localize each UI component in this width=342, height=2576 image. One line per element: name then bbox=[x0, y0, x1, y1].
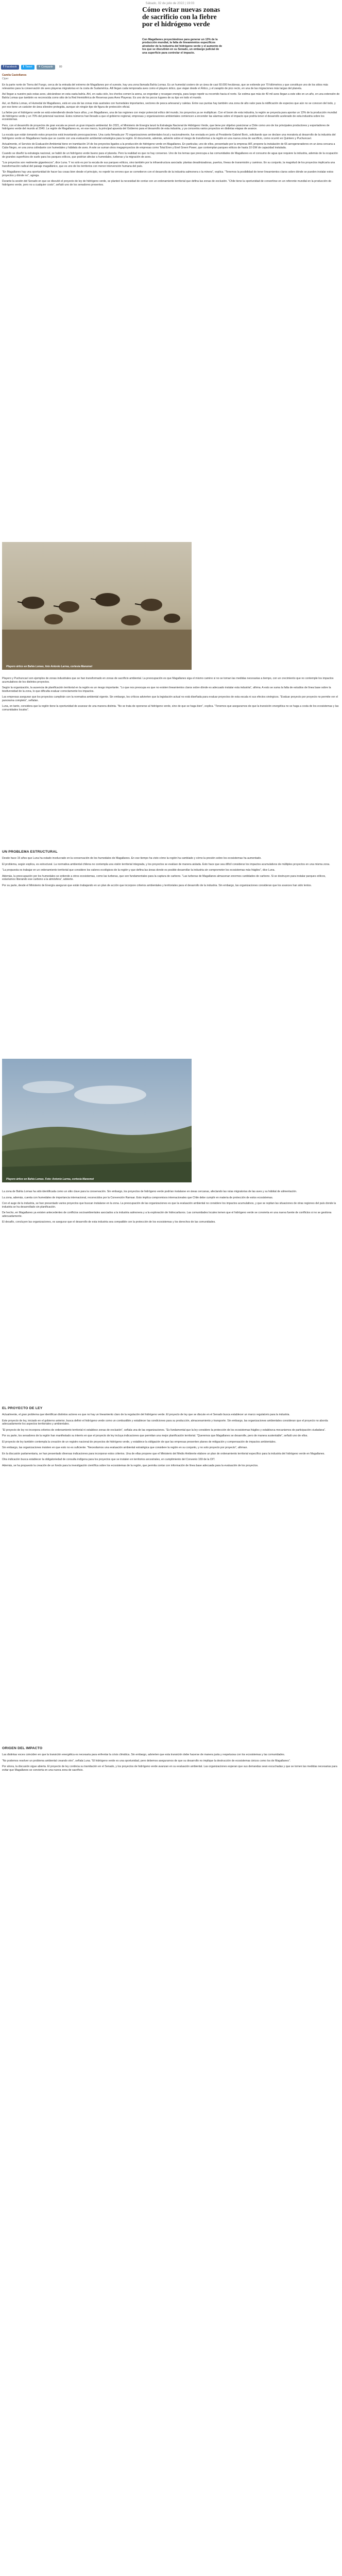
paragraph: “No podemos resolver un problema ambiental creando otro”, señala Luna. “El hidrógeno verde es una oportunidad, pero debemos asegurarnos de que su desarrollo no implique la destrucción de ecosistemas únicos como los de Magallanes”. bbox=[2, 1759, 291, 1762]
paragraph: El proyecto de ley también contempla la creación de un registro nacional de proyectos de hidrógeno verde, y establece la obligación de que las empresas presenten planes de mitigación y compensación de impactos ambientales. bbox=[2, 1440, 277, 1444]
twitter-share-button[interactable] bbox=[21, 65, 35, 70]
section-heading: ORIGEN DEL IMPACTO bbox=[2, 1747, 43, 1750]
paragraph: Otra indicación busca establecer la obligatoriedad de consulta indígena para los proyectos que se instalen en territorios ancestrales, en cumplimiento del Convenio 169 de la OIT. bbox=[2, 1458, 215, 1462]
share-bar bbox=[1, 64, 341, 70]
publish-date: Sábado, 02 de julio de 2022 | 19:03 bbox=[145, 2, 195, 5]
facebook-share-button[interactable] bbox=[1, 65, 19, 70]
paragraph: Además, se ha propuesto la creación de un fondo para la investigación científica sobre los ecosistemas de la región, que permita contar con información de línea base adecuada para la evaluación de los proyectos. bbox=[2, 1464, 259, 1467]
paragraph: Las distintas voces coinciden en que la transición energética es necesaria para enfrentar la crisis climática. Sin embargo, advierten que esta transición debe hacerse de manera justa y respetuosa con los ecosistemas y las comunidades. bbox=[2, 1753, 285, 1756]
paragraph: Así, en Bahía Lomas, el Humedal de Magallanes, está en una de las zonas más australes con humedales importantes, sectores de pesca artesanal y caletas. Entre sus puntas hay también una zona de alto valor para la nidificación de especies que aún no se conocen del todo, y por eso tiene un carácter de área silvestre protegida, aunque sin ningún tipo de figura de protección oficial. bbox=[2, 102, 336, 109]
section-heading: UN PROBLEMA ESTRUCTURAL bbox=[2, 850, 58, 854]
article-source: Ciper bbox=[2, 77, 9, 80]
section-heading: EL PROYECTO DE LEY bbox=[2, 1406, 43, 1410]
article-headline: Cómo evitar nuevas zonas de sacrificio con la fiebre por el hidrógeno verde bbox=[142, 6, 220, 28]
landscape-photo bbox=[2, 1059, 192, 1182]
section-proyecto-ley bbox=[2, 1401, 340, 1470]
photo-caption bbox=[2, 1178, 192, 1182]
paragraph: En la discusión parlamentaria, se han presentado diversas indicaciones para incorporar estos criterios. Una de ellas propone que el Ministerio del Medio Ambiente elabore un plan de ordenamiento territorial específico para la industria del hidrógeno verde en Magallanes. bbox=[2, 1452, 325, 1455]
paragraph: Pero, con el desarrollo de proyectos de gran escala se prevé un gran impacto ambiental. En 2021, el Ministerio de Energía lanzó la Estrategia Nacional de Hidrógeno Verde, que tiene por objetivo posicionar a Chile como uno de los principales productores y exportadores de hidrógeno verde del mundo al 2040. La región de Magallanes es, en ese marco, la principal apuesta del Gobierno para el desarrollo de esta industria, y ya concentra varios proyectos en distintas etapas de avance. bbox=[2, 124, 330, 131]
paragraph: El desafío, concluyen las organizaciones, es asegurar que el desarrollo de esta industria sea compatible con la protección de los ecosistemas y los derechos de las comunidades. bbox=[2, 1221, 216, 1224]
paragraph: “El proyecto de ley no incorpora criterios de ordenamiento territorial ni establece zonas de exclusión”, señala una de las organizaciones. “Es fundamental que la ley considere la protección de los ecosistemas frágiles y establezca mecanismos de participación ciudadana”. bbox=[2, 1428, 326, 1432]
paragraph: Actualmente, el Servicio de Evaluación Ambiental tiene en tramitación 14 de los proyectos ligados a la producción de hidrógeno verde en Magallanes. En particular, uno de ellos, presentado por la empresa HIF, propone la instalación de 65 aerogeneradores en un área cercana a Cabo Negro, en una zona colindante con humedales y hábitats de aves. A este se suman otros megaproyectos de empresas como Total Eren y Enel Green Power, que contemplan parques eólicos de hasta 10 GW de capacidad instalada. bbox=[2, 143, 335, 149]
generic-share-label: Compartir bbox=[41, 65, 53, 69]
paragraph: Desde hace 15 años que Luna ha estado involucrado en la conservación de los humedales de Magallanes. En ese tiempo ha visto cómo la región ha cambiado y cómo la presión sobre los ecosistemas ha aumentado. bbox=[2, 857, 262, 860]
article-subhead: Con Magallanes proyectándose para generar un 13% de la producción mundial, la falta de lineamientos específicos alrededor de la industria del hidrógeno verde y el aumento de los que se discutirán en su Senado, un embargo judicial de una superficie para controlar el impacto. bbox=[142, 38, 223, 55]
paragraph: Las empresas aseguran que los proyectos cumplirán con la normativa ambiental vigente. Sin embargo, los críticos advierten que la legislación actual no está diseñada para evaluar proyectos de esta escala ni sus efectos sinérgicos. “Evaluar proyecto por proyecto no permite ver el panorama completo”, señalan. bbox=[2, 696, 338, 702]
paragraph: “Los proyectos son realmente gigantescos”, dice Luna. Y no solo es por la escala de sus parques eólicos, sino también por la infraestructura asociada: plantas desalinizadoras, puertos, líneas de transmisión y caminos. En su conjunto, la magnitud de los proyectos implicaría una transformación radical del paisaje magallánico, que es uno de los territorios con menor intervención humana del país. bbox=[2, 161, 335, 168]
twitter-icon: t bbox=[23, 65, 24, 69]
share-count: 80 bbox=[59, 65, 62, 69]
paragraph: Según la organización, la ausencia de planificación territorial en la región es un riesgo importante. “Lo que nos preocupa es que no existen lineamientos claros sobre dónde es adecuado instalar esta industria”, afirma. A esto se suma la falta de estudios de línea base sobre la biodiversidad de la zona, lo que dificulta evaluar correctamente los impactos. bbox=[2, 686, 331, 693]
paragraph: La escala que están tomando estos proyectos está levantando preocupaciones. Una carta firmada por 70 organizaciones ambientales local y nacionalmente, fue enviada en junio al Presidente Gabriel Boric, solicitando que se declare una moratoria al desarrollo de la industria del hidrógeno verde en Magallanes hasta que se cuente con una evaluación ambiental estratégica para la región. El documento, además, advierte sobre el riesgo de transformar a la región en una nueva zona de sacrificio, como ocurrió en Quintero y Puchuncaví. bbox=[2, 133, 336, 140]
paragraph: Por su parte, desde el Ministerio de Energía aseguran que están trabajando en un plan de acción que incorpore criterios ambientales y territoriales para el desarrollo de la industria. Sin embargo, las organizaciones consideran que los avances han sido lentos. bbox=[2, 884, 312, 887]
paragraph: Luna, en tanto, considera que la región tiene la oportunidad de avanzar de una manera distinta. “No se trata de oponerse al hidrógeno verde, sino de que se haga bien”, explica. “Tenemos que asegurarnos de que la transición energética no se haga a costa de los ecosistemas y las comunidades locales”. bbox=[2, 705, 339, 711]
paragraph: La zona, además, cuenta con humedales de importancia internacional, reconocidos por la Convención Ramsar. Esto implica compromisos internacionales que Chile debe cumplir en materia de protección de estos ecosistemas. bbox=[2, 1196, 273, 1199]
paragraph: Playero y Puchuncaví son ejemplos de zonas industriales que se han transformado en zonas de sacrificio ambiental. La preocupación es que Magallanes siga el mismo camino si no se toman las medidas necesarias a tiempo, con un crecimiento que no contemple los impactos acumulativos de los distintos proyectos. bbox=[2, 677, 334, 684]
paragraph: Con el auge de la industria, se han presentado varios proyectos que buscan instalarse en la zona. La preocupación de las organizaciones es que la evaluación ambiental no considere los impactos acumulativos, y que se repitan las situaciones de otras regiones del país donde la industria se ha desarrollado sin planificación. bbox=[2, 1202, 336, 1209]
generic-share-button[interactable] bbox=[37, 65, 55, 70]
paragraph: Actualmente, el gran problema que identifican distintos actores es que no hay un lineamiento claro de la regulación del hidrógeno verde. El proyecto de ley que se discute en el Senado busca establecer un marco regulatorio para la industria. bbox=[2, 1413, 290, 1416]
paragraph: El problema, según explica, es estructural. La normativa ambiental chilena no contempla una visión territorial integrada, y los proyectos se evalúan de manera aislada. Esto hace que sea difícil considerar los impactos acumulativos de múltiples proyectos en una misma zona. bbox=[2, 862, 330, 866]
intro-section bbox=[2, 83, 340, 190]
paragraph: Este proyecto de ley, iniciado en el gobierno anterior, busca definir el hidrógeno verde como un combustible y establecer las condiciones para su producción, almacenamiento y transporte. Sin embargo, las organizaciones ambientales consideran que el proyecto no aborda adecuadamente los aspectos territoriales y ambientales. bbox=[2, 1419, 328, 1426]
bird-photo-figure bbox=[2, 542, 192, 670]
share-icon: + bbox=[38, 65, 41, 69]
paragraph: Así llegan a nuestro país estas aves, ubicándose en esta vasta bahía. Ahí, en cada ciclo, los chorlos comen la arena, se engordan y recargan energía, para luego repetir su recorrido hacia el norte. Se estima que más de 40 mil aves llegan a este sitio en un año, en una extensión de Bahía Lomas que también es reconocida como sitio de la Red Hemisférica de Reservas para Aves Playeras. Es uno de los pocos lugares de su tipo en todo el mundo. bbox=[2, 93, 340, 99]
article-header bbox=[0, 0, 342, 61]
section-problema bbox=[2, 845, 340, 890]
paragraph: “En Magallanes hay una oportunidad de hacer las cosas bien desde el principio, no repetir los errores que se cometieron con el desarrollo de la industria salmonera o la minera”, explica. “Tenemos la posibilidad de tener lineamientos claros sobre dónde se pueden instalar estos proyectos y dónde no”, agrega. bbox=[2, 171, 334, 177]
byline bbox=[2, 74, 157, 81]
middle-section bbox=[2, 677, 340, 714]
paragraph: Sin embargo, las organizaciones insisten en que esto no es suficiente. “Necesitamos una evaluación ambiental estratégica que considere la región en su conjunto, y no solo proyecto por proyecto”, afirman. bbox=[2, 1446, 248, 1450]
facebook-icon: f bbox=[3, 65, 4, 69]
paragraph: Por su parte, los senadores de la región han manifestado su interés en que el proyecto de ley incluya indicaciones que permitan una mejor planificación territorial. “Queremos que Magallanes se desarrolle, pero de manera sustentable”, señaló uno de ellos. bbox=[2, 1434, 308, 1438]
facebook-share-label: Facebook bbox=[5, 65, 17, 69]
paragraph: La fiebre por el hidrógeno verde se está extendiendo desde hace años, y en Magallanes, una de las regiones con mejor potencial eólico del mundo, los proyectos ya se multiplican. Con el boom de esta industria, la región se proyecta para aportar un 13% de la producción mundial de hidrógeno verde y un 70% del potencial nacional. Estos números han llevado a que el gobierno regional, empresas y organizaciones ambientales comiencen a encender las alarmas sobre el impacto que podría tener el desarrollo acelerado de esta industria sobre los ecosistemas. bbox=[2, 111, 337, 122]
paragraph: Por ahora, la discusión sigue abierta. El proyecto de ley continúa su tramitación en el Senado, y los proyectos de hidrógeno verde avanzan en su evaluación ambiental. Las organizaciones esperan que sus demandas sean escuchadas y que se tomen las medidas necesarias para evitar que Magallanes se convierta en una nueva zona de sacrificio. bbox=[2, 1765, 337, 1772]
section-origen bbox=[2, 1741, 340, 1774]
paragraph: Cuando se diseñó la estrategia nacional, se habló de un hidrógeno verde bueno para el planeta. Pero la realidad es que no hay consenso. Uno de los temas que preocupa a las comunidades de Magallanes es el consumo de agua que requiere la industria, además de la ocupación de grandes superficies de suelo para los parques eólicos, que podrían afectar a humedales, turberas y la migración de aves. bbox=[2, 152, 338, 159]
author-name[interactable]: Camila Castellanos bbox=[2, 74, 27, 77]
photo-caption bbox=[2, 665, 192, 670]
paragraph: Además, la preocupación por los humedales se extiende a otros ecosistemas, como las turberas, que son fundamentales para la captura de carbono. “Las turberas de Magallanes almacenan enormes cantidades de carbono. Si se destruyen para instalar parques eólicos, estaríamos liberando ese carbono a la atmósfera”, advierte. bbox=[2, 874, 326, 882]
paragraph: De hecho, en Magallanes ya existen antecedentes de conflictos socioambientales asociados a la industria salmonera y a la exploración de hidrocarburos. Las comunidades locales temen que el hidrógeno verde se convierta en una nueva fuente de conflictos si no se gestiona adecuadamente. bbox=[2, 1211, 332, 1218]
paragraph: “La propuesta es trabajar en un ordenamiento territorial que considere los valores ecológicos de la región y que defina las áreas donde es posible desarrollar la industria sin comprometer los ecosistemas más frágiles”, dice Luna. bbox=[2, 869, 275, 872]
caption-text: Playero ártico en Bahía Lomas, foto Antonio Larrea, cortesía Manomet bbox=[6, 665, 93, 668]
caption-text: Playero ártico en Bahía Lomas. Foto: Antonio Larrea, cortesía Manomet bbox=[6, 1178, 94, 1181]
paragraph: En la parte norte de Tierra del Fuego, cerca de la entrada del extremo de Magallanes por el sureste, hay una zona llamada Bahía Lomas. Es un humedal costero de un área de casi 60.000 hectáreas, que se extiende por 70 kilómetros y que constituye uno de los sitios más relevantes para la conservación de aves playeras migratorias en la costa de Sudamérica. Allí llegan cada temporada aves como el playero ártico, que viajan desde el Ártico, y el zarapito de pico recto, en una de las migraciones más largas del planeta. bbox=[2, 83, 329, 90]
lower-section bbox=[2, 1190, 340, 1227]
twitter-share-label: Tweet bbox=[25, 65, 32, 69]
paragraph: La zona de Bahía Lomas ha sido identificada como un sitio clave para la conservación. Sin embargo, los proyectos de hidrógeno verde podrían instalarse en áreas cercanas, afectando las rutas migratorias de las aves y su hábitat de alimentación. bbox=[2, 1190, 297, 1193]
landscape-photo-figure bbox=[2, 1059, 192, 1182]
paragraph: Durante la sesión del Senado en que se discutió el proyecto de ley de hidrógeno verde, se planteó la necesidad de contar con un ordenamiento territorial que defina las zonas de exclusión. “Chile tiene la oportunidad de convertirse en un referente mundial en la producción de hidrógeno verde, pero no a cualquier costo”, señaló uno de los senadores presentes. bbox=[2, 180, 332, 187]
bird-photo bbox=[2, 542, 192, 670]
